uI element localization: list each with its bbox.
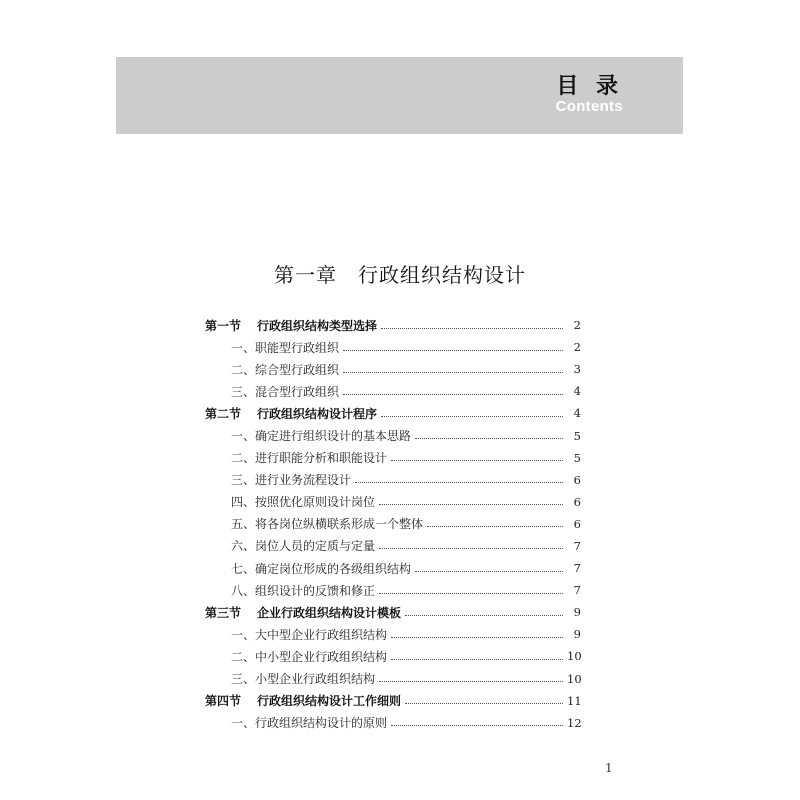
dot-leader [427,526,563,527]
toc-item-entry[interactable] [205,645,581,667]
dot-leader [391,637,563,638]
toc-entry-title: 七、确定岗位形成的各级组织结构 [231,561,412,576]
toc-section-label: 第一节 [205,318,242,333]
toc-entry-title: 一、职能型行政组织 [231,340,340,355]
toc-page-number: 6 [573,494,581,509]
toc-page-number: 12 [567,715,582,730]
toc-item-entry[interactable] [205,358,581,380]
toc-entry-title: 行政组织结构类型选择 [257,318,378,333]
toc-entry-title: 二、综合型行政组织 [231,362,340,377]
toc-page-number: 6 [573,472,581,487]
toc-item-entry[interactable] [205,623,581,645]
toc-item-entry[interactable] [205,712,581,734]
toc-entry-title: 一、大中型企业行政组织结构 [231,627,388,642]
toc-entry-title: 五、将各岗位纵横联系形成一个整体 [231,517,424,532]
toc-entry-title: 企业行政组织结构设计模板 [257,605,402,620]
toc-page-number: 2 [573,340,581,355]
toc-page-number: 2 [573,318,581,333]
toc-item-entry[interactable] [205,579,581,601]
toc-section-entry[interactable] [205,314,581,336]
toc-item-entry[interactable] [205,491,581,513]
toc-entry-title: 行政组织结构设计程序 [257,406,378,421]
dot-leader [405,703,563,704]
toc-heading: 目 录 [556,74,623,99]
toc-page-number: 10 [567,649,582,664]
toc-entry-title: 一、行政组织结构设计的原则 [231,716,388,731]
dot-leader [381,416,563,417]
toc-page-number: 10 [567,671,582,686]
toc-entry-title: 二、中小型企业行政组织结构 [231,649,388,664]
toc-page-number: 11 [567,693,582,708]
toc-entry-title: 三、小型企业行政组织结构 [231,672,376,687]
toc-item-entry[interactable] [205,668,581,690]
toc-item-entry[interactable] [205,535,581,557]
dot-leader [343,394,563,395]
toc-entry-title: 行政组织结构设计工作细则 [257,694,402,709]
toc-item-entry[interactable] [205,380,581,402]
toc-section-entry[interactable] [205,690,581,712]
toc-item-entry[interactable] [205,424,581,446]
toc-item-entry[interactable] [205,447,581,469]
dot-leader [379,504,563,505]
toc-entry-title: 四、按照优化原则设计岗位 [231,495,376,510]
dot-leader [391,659,563,660]
dot-leader [391,725,563,726]
toc-page-number: 6 [573,516,581,531]
toc-entry-title: 三、混合型行政组织 [231,384,340,399]
toc-entry-title: 八、组织设计的反馈和修正 [231,583,376,598]
table-of-contents [205,314,581,734]
chapter-title: 第一章 行政组织结构设计 [274,263,526,287]
toc-page-number: 7 [573,538,581,553]
dot-leader [415,571,563,572]
toc-page-number: 5 [573,428,581,443]
toc-heading-english: Contents [555,98,623,115]
toc-page-number: 9 [573,627,581,642]
toc-page-number: 4 [573,384,581,399]
toc-entry-title: 六、岗位人员的定质与定量 [231,539,376,554]
toc-entry-title: 二、进行职能分析和职能设计 [231,451,388,466]
page-number: 1 [605,761,613,775]
dot-leader [381,328,563,329]
toc-page-number: 7 [573,561,581,576]
dot-leader [379,593,563,594]
toc-item-entry[interactable] [205,557,581,579]
toc-section-entry[interactable] [205,402,581,424]
toc-item-entry[interactable] [205,469,581,491]
toc-page-number: 4 [573,406,581,421]
toc-item-entry[interactable] [205,336,581,358]
toc-section-label: 第三节 [205,605,242,620]
dot-leader [405,615,563,616]
dot-leader [355,482,563,483]
toc-item-entry[interactable] [205,513,581,535]
toc-page-number: 7 [573,583,581,598]
toc-section-label: 第二节 [205,406,242,421]
dot-leader [391,460,563,461]
dot-leader [415,438,563,439]
toc-entry-title: 一、确定进行组织设计的基本思路 [231,429,412,444]
toc-section-label: 第四节 [205,694,242,709]
dot-leader [343,350,563,351]
dot-leader [343,372,563,373]
toc-page-number: 9 [573,605,581,620]
toc-page-number: 3 [573,362,581,377]
toc-entry-title: 三、进行业务流程设计 [231,473,352,488]
header-band [116,57,683,134]
dot-leader [379,548,563,549]
dot-leader [379,681,563,682]
toc-page-number: 5 [573,450,581,465]
toc-section-entry[interactable] [205,601,581,623]
